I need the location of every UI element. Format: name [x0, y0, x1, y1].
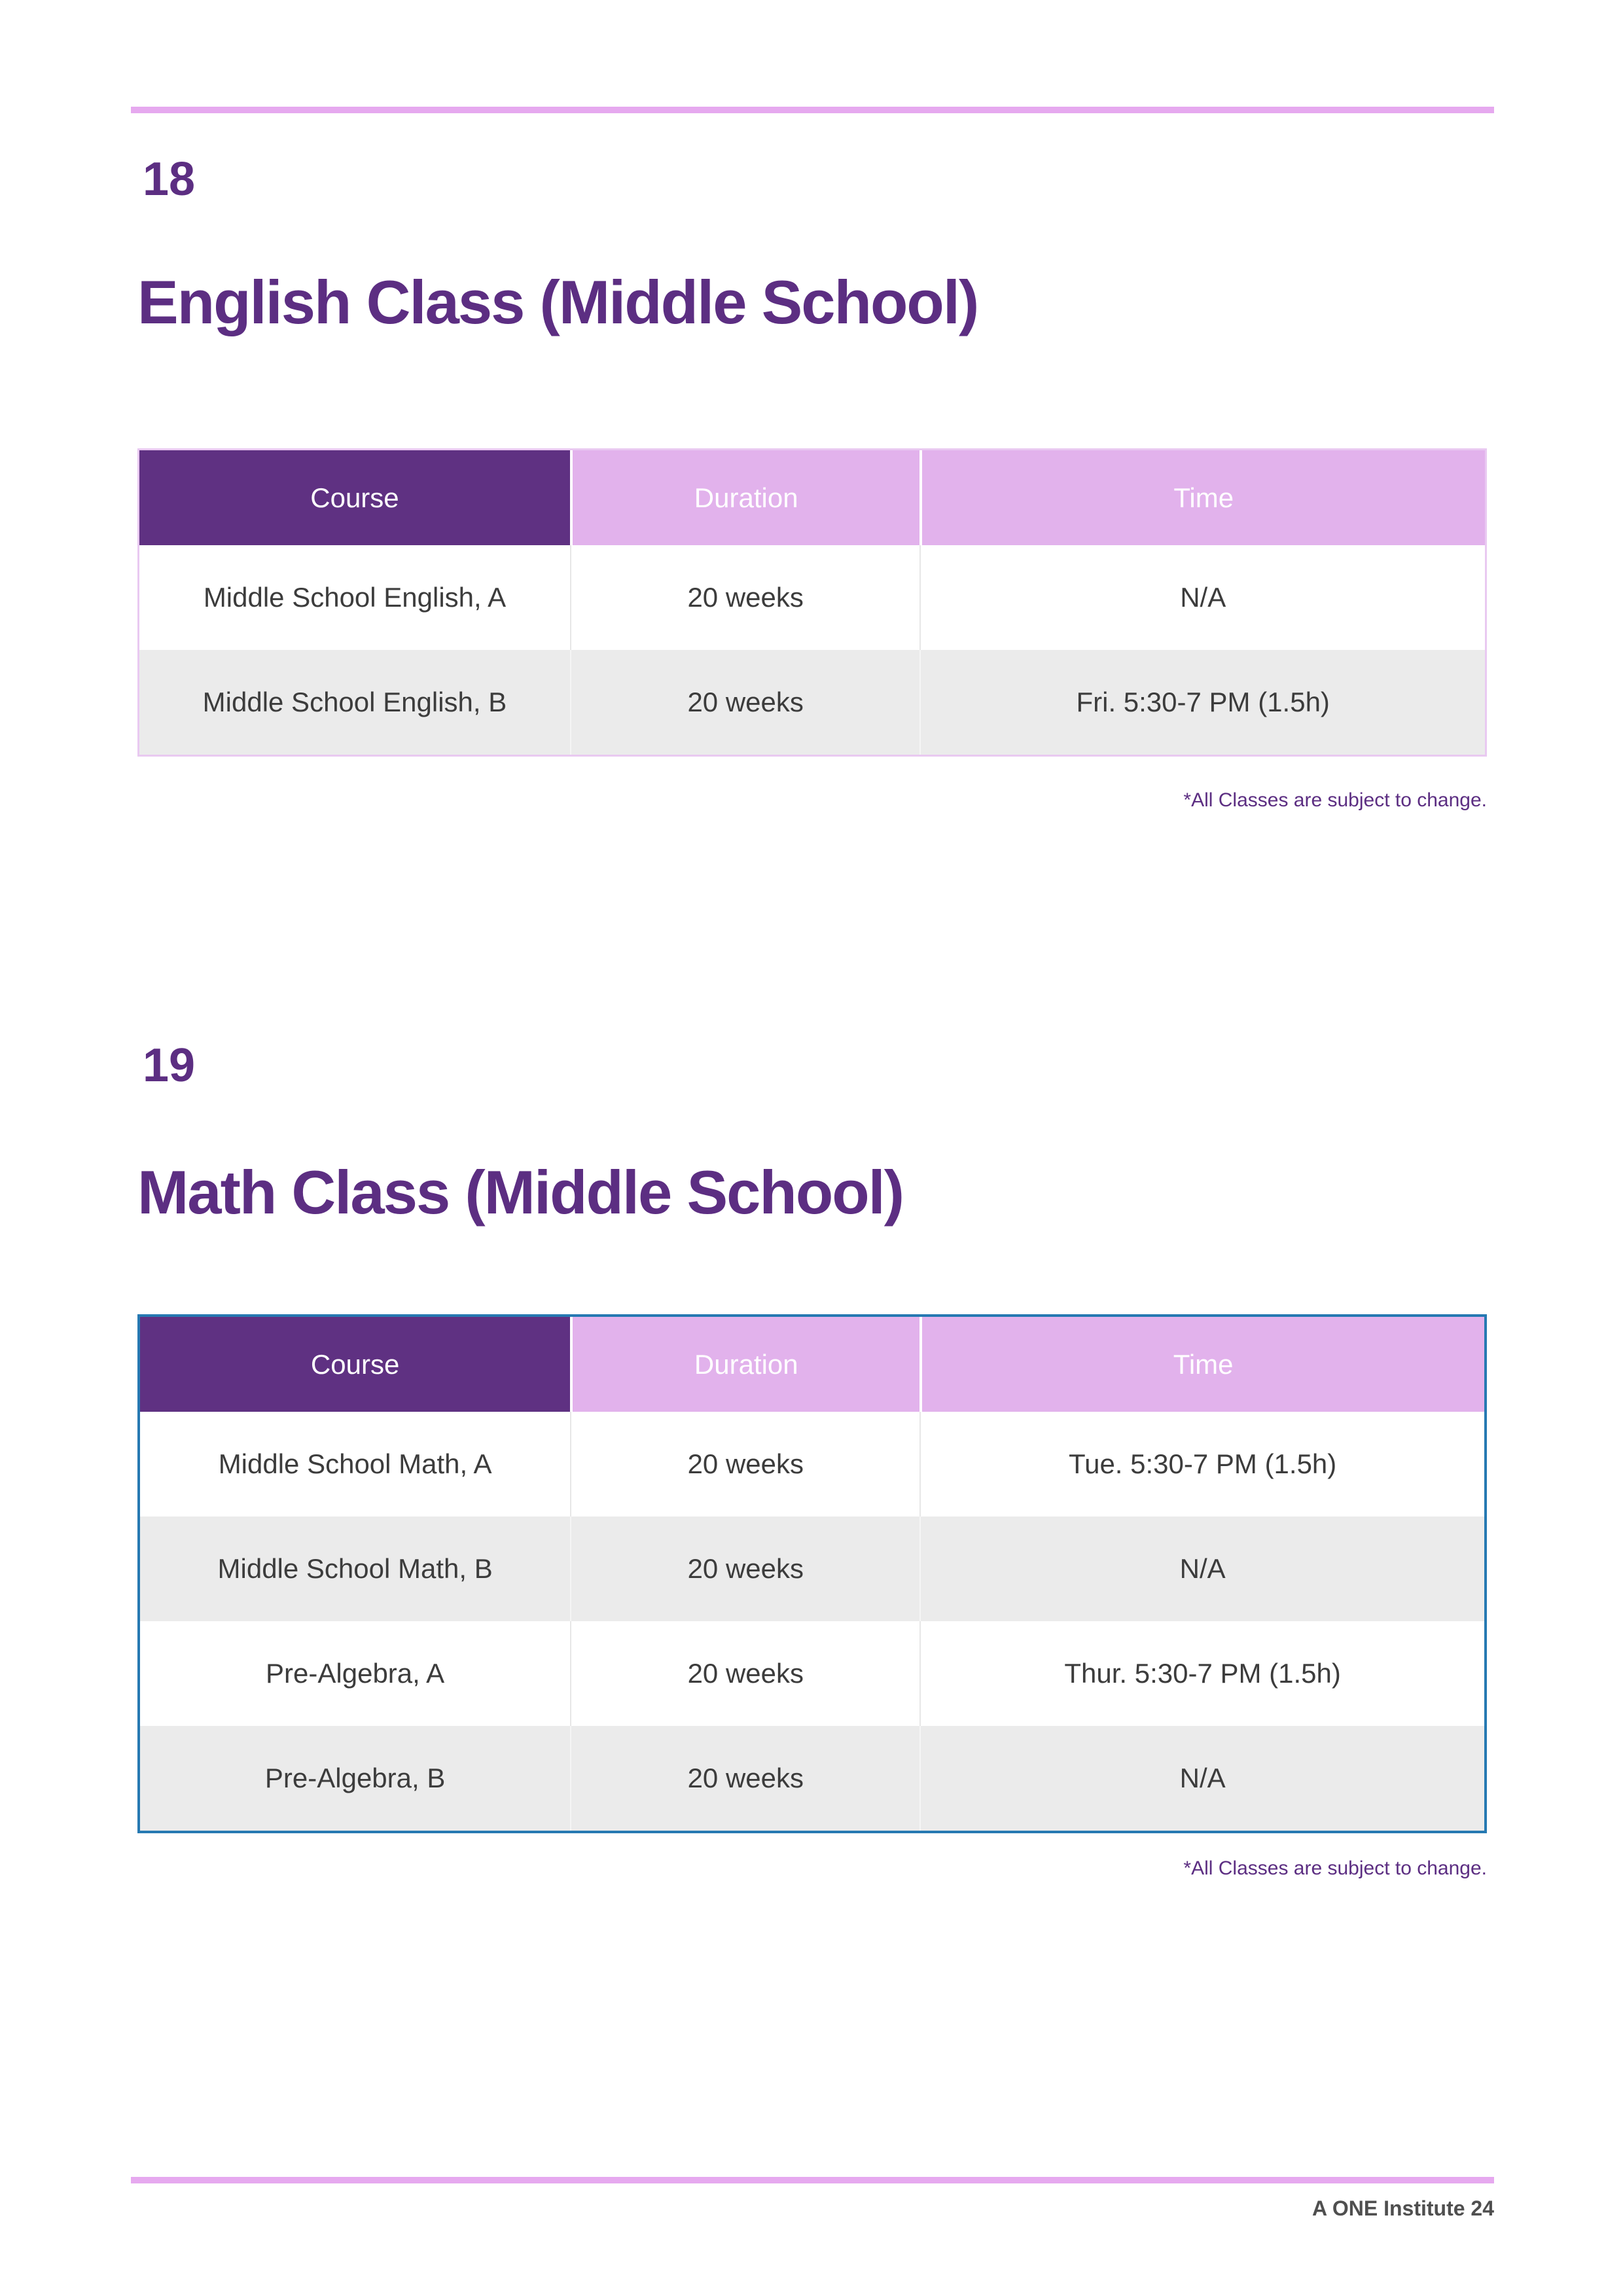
header-cell-time: Time: [919, 1317, 1484, 1412]
cell-duration: 20 weeks: [570, 1412, 919, 1516]
english-class-table: [137, 448, 1487, 757]
cell-time: Tue. 5:30-7 PM (1.5h): [919, 1412, 1484, 1516]
cell-time: Thur. 5:30-7 PM (1.5h): [919, 1621, 1484, 1726]
cell-time: N/A: [919, 1516, 1484, 1621]
cell-duration: 20 weeks: [570, 545, 920, 650]
cell-course: Pre-Algebra, A: [266, 1658, 445, 1689]
footer-divider-line: [131, 2177, 1494, 2183]
table-row: [140, 1621, 1484, 1726]
table-row: [139, 545, 1485, 650]
header-cell-duration: Duration: [570, 1317, 919, 1412]
header-cell-duration: Duration: [570, 450, 920, 545]
top-divider-line: [131, 107, 1494, 113]
cell-duration: 20 weeks: [570, 1621, 919, 1726]
header-cell-course: Course: [139, 450, 570, 545]
table-header-row: [139, 450, 1485, 545]
cell-duration: 20 weeks: [570, 650, 920, 755]
cell-duration: 20 weeks: [570, 1726, 919, 1831]
note-text: *All Classes are subject to change.: [1183, 789, 1487, 811]
cell-course: Middle School English, A: [203, 582, 507, 613]
table-row: [140, 1726, 1484, 1831]
header-cell-course: Course: [140, 1317, 570, 1412]
section-number-english: 18: [143, 153, 196, 206]
section-title-english: English Class (Middle School): [137, 268, 978, 336]
table-row: [139, 650, 1485, 755]
note-text: *All Classes are subject to change.: [1183, 1857, 1487, 1879]
section-number-math: 19: [143, 1039, 196, 1092]
cell-time: N/A: [919, 1726, 1484, 1831]
table-row: [140, 1516, 1484, 1621]
section-title-math: Math Class (Middle School): [137, 1158, 904, 1227]
table-header-row: [140, 1317, 1484, 1412]
math-class-table: [137, 1314, 1487, 1833]
table-row: [140, 1412, 1484, 1516]
cell-time: N/A: [919, 545, 1485, 650]
cell-time: Fri. 5:30-7 PM (1.5h): [919, 650, 1485, 755]
footer-text: A ONE Institute 24: [1312, 2197, 1494, 2220]
cell-duration: 20 weeks: [570, 1516, 919, 1621]
cell-course: Middle School Math, B: [140, 1516, 570, 1621]
cell-course: Pre-Algebra, B: [140, 1726, 570, 1831]
header-cell-time: Time: [919, 450, 1485, 545]
cell-course: Middle School English, B: [139, 650, 570, 755]
cell-course: Middle School Math, A: [218, 1448, 492, 1479]
